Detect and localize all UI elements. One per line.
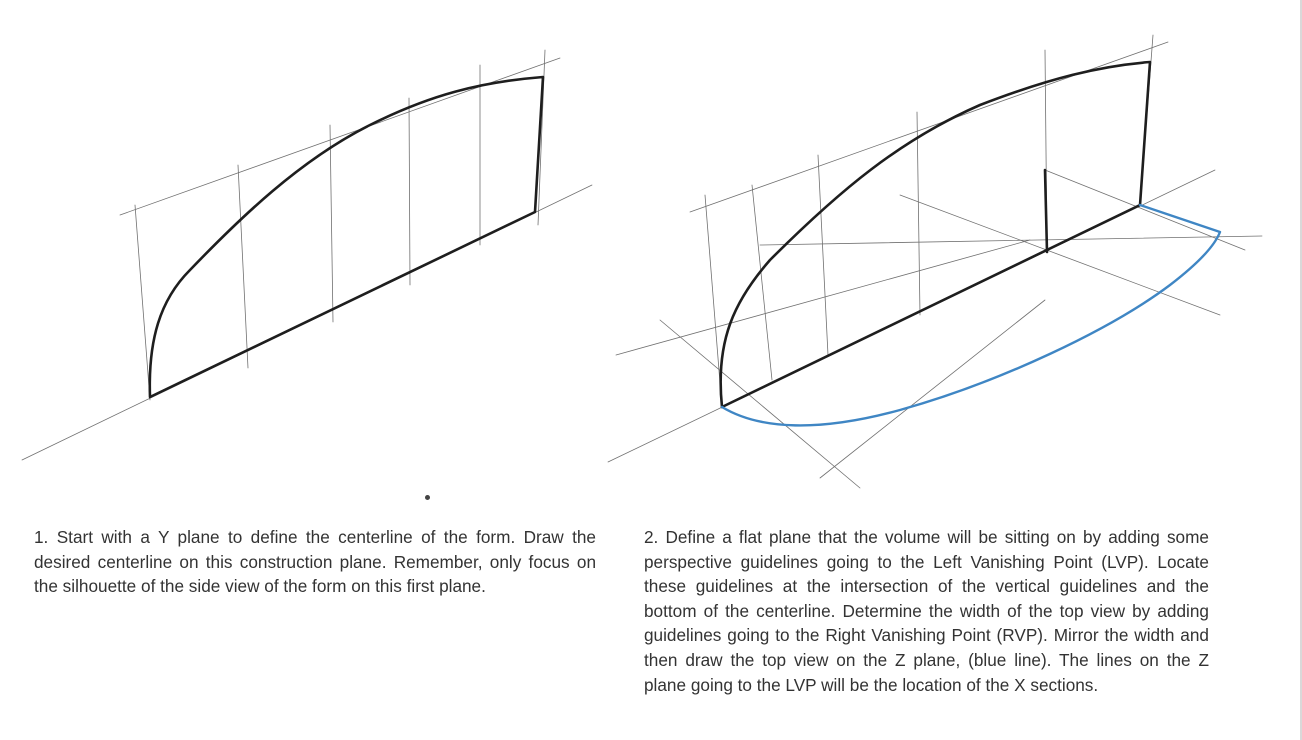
centerline-silhouette bbox=[721, 62, 1150, 407]
slide-marker-dot bbox=[425, 495, 430, 500]
top-guideline bbox=[690, 42, 1168, 212]
vertical-guideline bbox=[917, 112, 920, 315]
step-1-caption: 1. Start with a Y plane to define the centerline of the form. Draw the desired centerline on this construction plane. Remember, only focus on the silhouette of the side view of the form on this first plane. bbox=[34, 527, 596, 597]
side-view-outline bbox=[721, 62, 1150, 407]
perspective-guidelines bbox=[608, 35, 1262, 488]
step-2-caption: 2. Define a flat plane that the volume will be sitting on by adding some perspective guidelines going to the Left Vanishing Point (LVP). Locate these guidelines at the intersection of the vertical guidelines and the bottom of the centerline. Determine the width of the top view by adding guidelines going to the Right Vanishing Point (RVP). Mirror the width and then draw the top view on the Z plane, (blue line). The lines on the Z plane going to the LVP will be the location of the X sections. bbox=[644, 527, 1209, 695]
rvp-guideline bbox=[660, 320, 860, 488]
section-guideline bbox=[820, 300, 1045, 478]
rvp-guideline bbox=[760, 236, 1262, 245]
vertical-guideline bbox=[752, 185, 772, 380]
vertical-guideline bbox=[818, 155, 828, 355]
